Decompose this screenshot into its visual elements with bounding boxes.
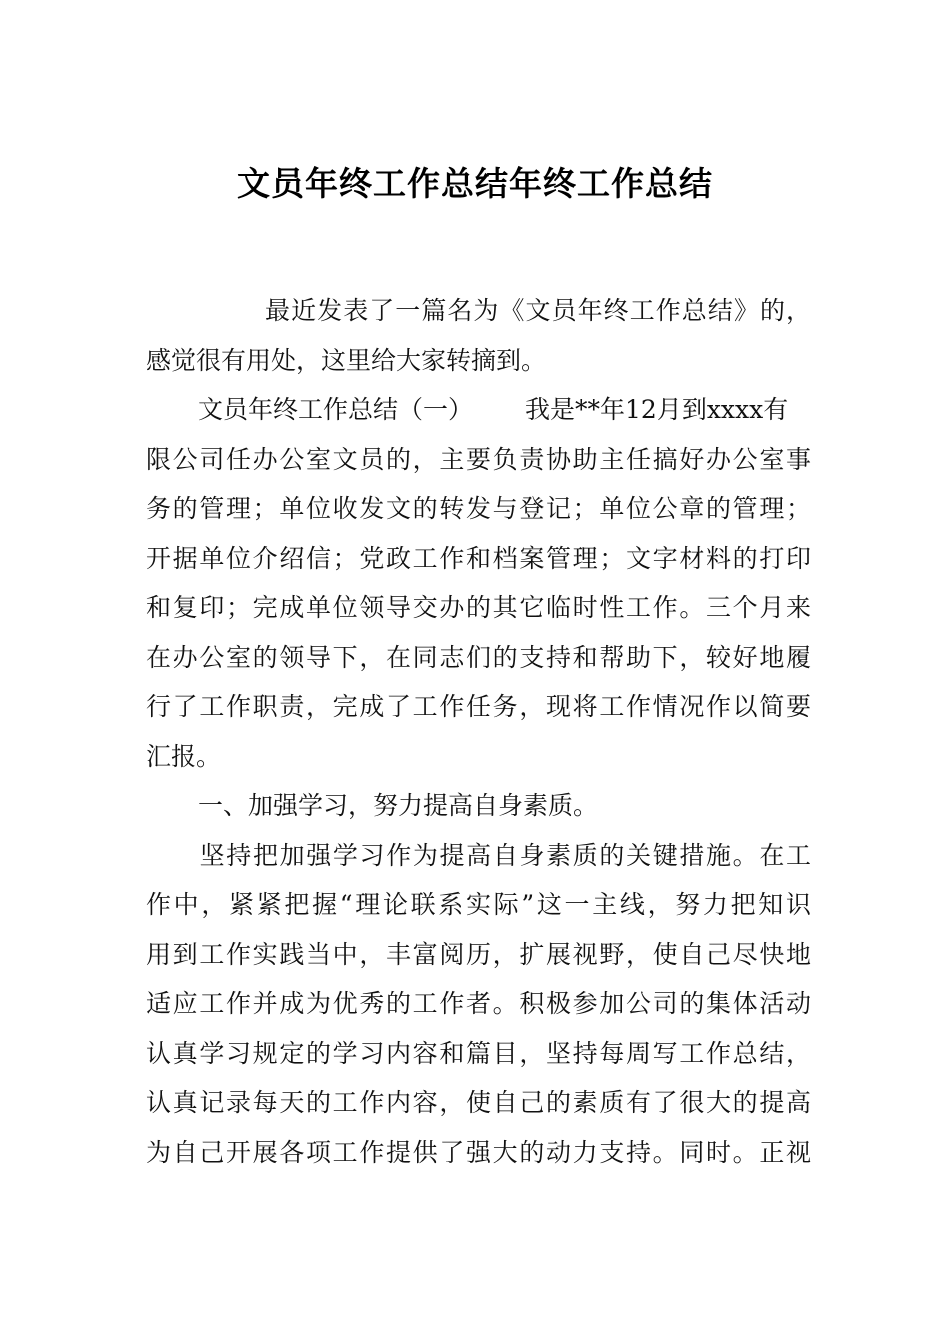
document-body <box>146 286 811 1177</box>
line-text: 最近发表了一篇名为《文员年终工作总结》的， <box>264 296 811 325</box>
text-line <box>146 880 811 930</box>
text-line <box>146 385 811 435</box>
text-line <box>146 682 811 732</box>
line-text: 限公司任办公室文员的，主要负责协助主任搞好办公室事 <box>146 444 811 474</box>
text-line <box>146 930 811 980</box>
text-line <box>146 831 811 881</box>
text-line <box>146 336 811 386</box>
text-line <box>146 633 811 683</box>
text-line <box>146 1078 811 1128</box>
text-line <box>146 979 811 1029</box>
text-line <box>146 484 811 534</box>
document-title: 文员年终工作总结年终工作总结 <box>237 164 713 203</box>
text-line <box>146 435 811 485</box>
section-heading: 一、加强学习，努力提高自身素质。 <box>198 791 599 820</box>
text-line <box>146 1029 811 1079</box>
line-text: 为自己开展各项工作提供了强大的动力支持。同时。正视 <box>146 1137 811 1167</box>
line-text: 开据单位介绍信；党政工作和档案管理；文字材料的打印 <box>146 543 811 573</box>
line-text: 务的管理；单位收发文的转发与登记；单位公章的管理； <box>146 494 811 523</box>
line-text: 在办公室的领导下，在同志们的支持和帮助下，较好地履 <box>146 642 811 672</box>
line-text: 作中，紧紧把握“理论联系实际”这一主线，努力把知识 <box>146 890 811 919</box>
text-line <box>146 1128 811 1178</box>
text-line <box>146 286 811 336</box>
text-line <box>146 732 811 782</box>
line-text: 认真学习规定的学习内容和篇目，坚持每周写工作总结， <box>146 1038 811 1068</box>
line-text: 感觉很有用处，这里给大家转摘到。 <box>146 345 547 375</box>
line-text: 汇报。 <box>146 741 222 771</box>
line-text: 用到工作实践当中，丰富阅历，扩展视野，使自己尽快地 <box>146 939 811 969</box>
line-text: 我是**年12月到xxxx有 <box>525 395 789 424</box>
line-text: 坚持把加强学习作为提高自身素质的关键措施。在工 <box>198 840 811 870</box>
text-line <box>146 583 811 633</box>
text-line <box>146 534 811 584</box>
line-text: 适应工作并成为优秀的工作者。积极参加公司的集体活动 <box>146 989 811 1018</box>
line-text: 认真记录每天的工作内容，使自己的素质有了很大的提高 <box>146 1088 811 1117</box>
line-text: 行了工作职责，完成了工作任务，现将工作情况作以简要 <box>146 692 811 721</box>
line-text: 和复印；完成单位领导交办的其它临时性工作。三个月来 <box>146 593 811 622</box>
text-line <box>146 781 811 831</box>
section-heading: 文员年终工作总结（一） <box>198 395 474 424</box>
